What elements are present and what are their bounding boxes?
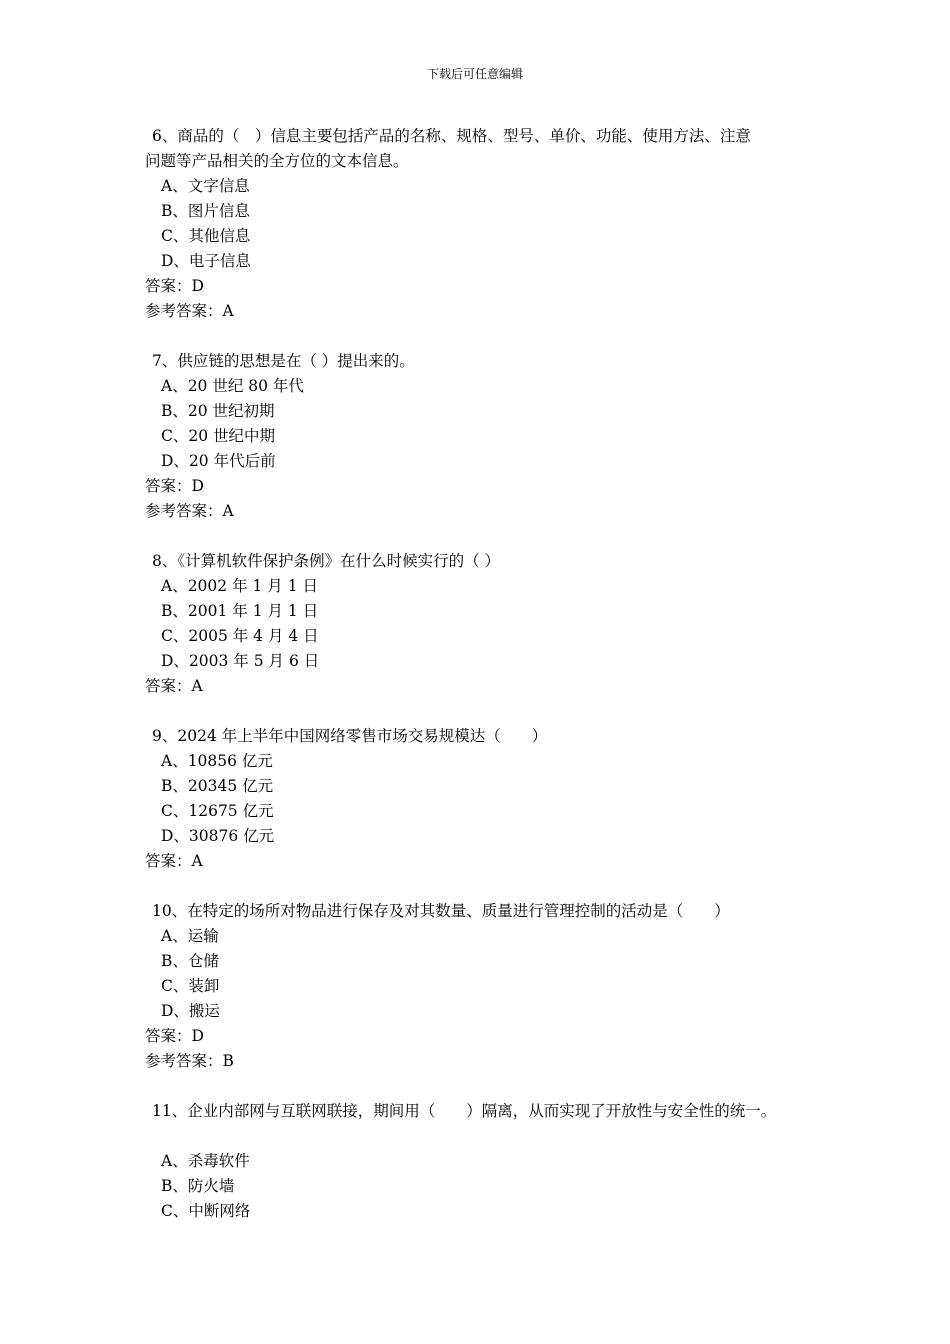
answer-option: A、10856 亿元 bbox=[161, 752, 273, 770]
question-stem: 7、供应链的思想是在（ ）提出来的。 bbox=[152, 352, 415, 370]
reference-answer-line: 参考答案：B bbox=[145, 1052, 234, 1070]
question-block bbox=[145, 899, 835, 1074]
question-stem: 11、企业内部网与互联网联接，期间用（ ）隔离，从而实现了开放性与安全性的统一。 bbox=[152, 1102, 777, 1120]
question-stem: 8、《计算机软件保护条例》在什么时候实行的（ ） bbox=[152, 552, 501, 570]
reference-answer-line: 参考答案：A bbox=[145, 302, 234, 320]
answer-line: 答案：A bbox=[145, 852, 203, 870]
answer-option: D、搬运 bbox=[161, 1002, 220, 1020]
question-stem: 6、商品的（ ）信息主要包括产品的名称、规格、型号、单价、功能、使用方法、注意 bbox=[152, 127, 751, 145]
question-block bbox=[145, 349, 835, 524]
answer-option: C、12675 亿元 bbox=[161, 802, 274, 820]
answer-line: 答案：A bbox=[145, 677, 203, 695]
question-stem: 问题等产品相关的全方位的文本信息。 bbox=[145, 152, 409, 170]
answer-line: 答案：D bbox=[145, 1027, 204, 1045]
answer-option: C、中断网络 bbox=[161, 1202, 251, 1220]
answer-option: C、装卸 bbox=[161, 977, 220, 995]
answer-option: C、2005 年 4 月 4 日 bbox=[161, 627, 319, 645]
answer-line: 答案：D bbox=[145, 277, 204, 295]
answer-line: 答案：D bbox=[145, 477, 204, 495]
page-header: 下载后可任意编辑 bbox=[426, 67, 523, 81]
answer-option: D、电子信息 bbox=[161, 252, 251, 270]
answer-option: C、20 世纪中期 bbox=[161, 427, 276, 445]
answer-option: D、2003 年 5 月 6 日 bbox=[161, 652, 320, 670]
answer-option: B、防火墙 bbox=[161, 1177, 235, 1195]
answer-option: A、运输 bbox=[161, 927, 219, 945]
answer-option: A、20 世纪 80 年代 bbox=[161, 377, 304, 395]
answer-option: D、30876 亿元 bbox=[161, 827, 275, 845]
answer-option: B、20 世纪初期 bbox=[161, 402, 275, 420]
answer-option: A、杀毒软件 bbox=[161, 1152, 250, 1170]
question-block bbox=[145, 724, 835, 874]
answer-option: B、图片信息 bbox=[161, 202, 250, 220]
question-block bbox=[145, 124, 835, 324]
question-block bbox=[145, 1099, 835, 1224]
answer-option: B、仓储 bbox=[161, 952, 219, 970]
answer-option: B、20345 亿元 bbox=[161, 777, 274, 795]
answer-option: D、20 年代后前 bbox=[161, 452, 276, 470]
blank-line bbox=[145, 1124, 835, 1149]
question-stem: 9、2024 年上半年中国网络零售市场交易规模达（ ） bbox=[152, 727, 548, 745]
reference-answer-line: 参考答案：A bbox=[145, 502, 234, 520]
answer-option: A、文字信息 bbox=[161, 177, 250, 195]
question-stem: 10、在特定的场所对物品进行保存及对其数量、质量进行管理控制的活动是（ ） bbox=[152, 902, 730, 920]
answer-option: B、2001 年 1 月 1 日 bbox=[161, 602, 319, 620]
answer-option: C、其他信息 bbox=[161, 227, 251, 245]
answer-option: A、2002 年 1 月 1 日 bbox=[161, 577, 318, 595]
question-list bbox=[145, 124, 835, 1249]
question-block bbox=[145, 549, 835, 699]
